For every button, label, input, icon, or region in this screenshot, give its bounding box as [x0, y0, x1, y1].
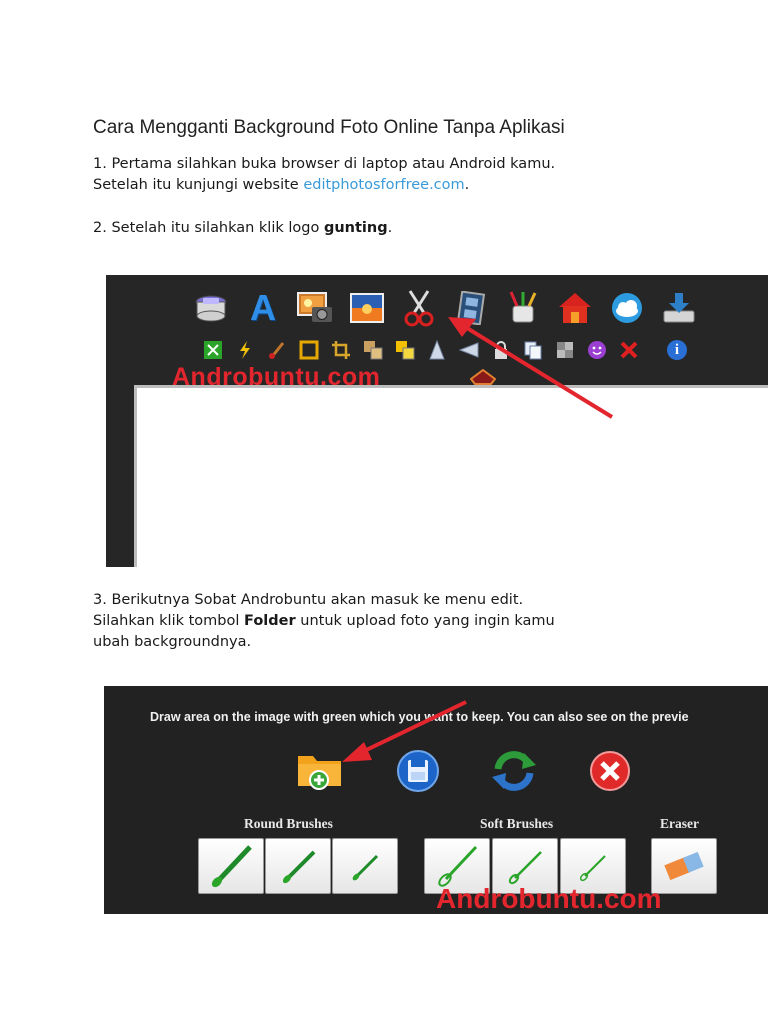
- brush-medium-icon: [278, 846, 318, 886]
- watermark: Androbuntu.com: [172, 363, 381, 391]
- soft-brushes-label: Soft Brushes: [480, 816, 554, 831]
- download-tray-icon[interactable]: [660, 289, 698, 327]
- screenshot-editor-toolbar: [106, 275, 768, 567]
- instruction-text: Draw area on the image with green which you want to keep. You can also see on the previe: [150, 710, 689, 724]
- close-icon: [589, 750, 631, 792]
- step-2-bold: gunting: [323, 220, 388, 236]
- brush-large-icon: [208, 843, 254, 889]
- red-arrow-pointer: [324, 696, 474, 776]
- resize-icon[interactable]: [202, 339, 224, 361]
- text-a-icon[interactable]: [244, 289, 282, 327]
- screenshot-edit-menu: [104, 686, 768, 914]
- step-3-line-1: 3. Berikutnya Sobat Androbuntu akan masuk ke menu edit.: [93, 592, 524, 608]
- layers-icon[interactable]: [362, 339, 384, 361]
- step-1-line-1: 1. Pertama silahkan buka browser di laptop atau Android kamu.: [93, 156, 556, 172]
- watermark: Androbuntu.com: [436, 883, 662, 914]
- sunset-image-icon[interactable]: [348, 289, 386, 327]
- cancel-button[interactable]: [584, 748, 636, 794]
- step-1-line-2-suffix: .: [464, 177, 470, 193]
- step-2-prefix: 2. Setelah itu silahkan klik logo: [93, 220, 324, 236]
- eraser-icon: [662, 848, 706, 884]
- step-2-suffix: .: [387, 220, 393, 236]
- brush-icon[interactable]: [266, 339, 288, 361]
- refresh-button[interactable]: [488, 748, 540, 794]
- info-letter: i: [667, 340, 687, 360]
- step-3-line-2-prefix: Silahkan klik tombol: [93, 613, 245, 629]
- step-3-line-2: [93, 611, 555, 632]
- brush-small-icon: [349, 850, 381, 882]
- soft-brush-small-icon: [577, 850, 609, 882]
- step-2: [93, 218, 392, 239]
- info-icon[interactable]: [666, 339, 688, 361]
- round-brush-small-button[interactable]: [332, 838, 398, 894]
- step-3-line-3: ubah backgroundnya.: [93, 634, 252, 650]
- step-3: [93, 590, 555, 653]
- photo-camera-icon[interactable]: [296, 289, 334, 327]
- step-1: [93, 154, 555, 196]
- red-arrow-pointer: [426, 307, 626, 427]
- website-link[interactable]: editphotosforfree.com: [303, 177, 465, 193]
- layers-yellow-icon[interactable]: [394, 339, 416, 361]
- step-3-line-2-bold: Folder: [244, 613, 296, 629]
- step-1-line-2: [93, 175, 555, 196]
- round-brush-medium-button[interactable]: [265, 838, 331, 894]
- flash-icon[interactable]: [234, 339, 256, 361]
- disk-icon[interactable]: [192, 289, 230, 327]
- soft-brush-medium-icon: [505, 846, 545, 886]
- step-3-line-2-suffix: untuk upload foto yang ingin kamu: [295, 613, 555, 629]
- text-a-letter: A: [250, 287, 276, 328]
- step-1-line-2-prefix: Setelah itu kunjungi website: [93, 177, 304, 193]
- round-brushes-label: Round Brushes: [244, 816, 333, 831]
- crop-icon[interactable]: [330, 339, 352, 361]
- refresh-arrows-icon: [490, 749, 538, 793]
- eraser-label: Eraser: [660, 816, 699, 831]
- frame-icon[interactable]: [298, 339, 320, 361]
- round-brush-large-button[interactable]: [198, 838, 264, 894]
- page-title: Cara Mengganti Background Foto Online Tanpa Aplikasi: [93, 117, 565, 138]
